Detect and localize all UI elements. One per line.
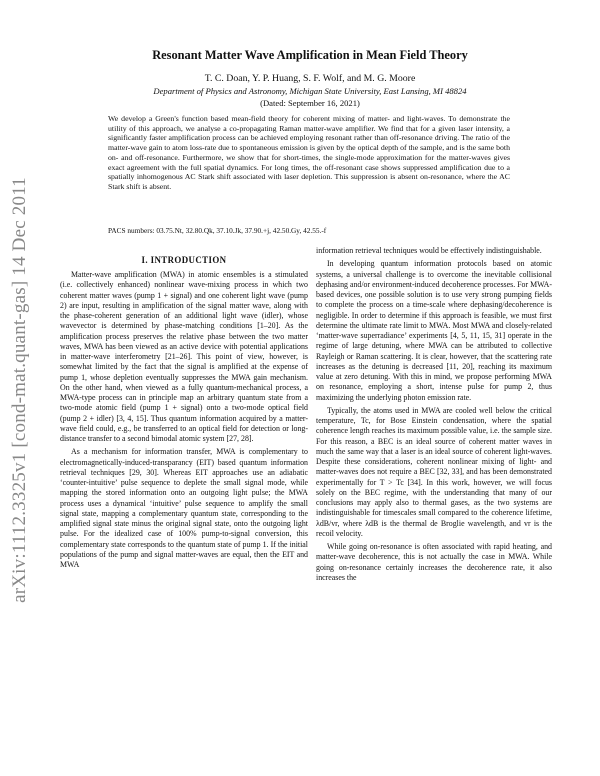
paragraph: In developing quantum information protocols based on atomic systems, a universal challenge is to overcome the inevitable collisional dephasing and/or environment-induced decoherence processes. For MWA-based devices, one possible solution is to use very strong pumping fields to complete the process on a time-scale where dephasing/decoherence is negligible. In order to determine if this approach is feasible, we must first determine the ultimate rate limit to MWA. Most MWA and closely-related ‘matter-wave superradiance’ experiments [4, 5, 11, 15, 31] operate in the regime of large detuning, where MWA can be attributed to collective Rayleigh or Raman scattering. It is clear, however, that the scattering rate increases as the detuning is decreased [11, 20], reaching its maximum value at zero detuning. With this in mind, we propose performing MWA on resonance, employing a short, intense pulse for pump 2, thus maximizing the underlying photon emission rate.: [316, 259, 552, 402]
paper-authors: T. C. Doan, Y. P. Huang, S. F. Wolf, and M. G. Moore: [204, 73, 416, 84]
paragraph: Matter-wave amplification (MWA) in atomic ensembles is a stimulated (i.e. collectively enhanced) nonlinear wave-mixing process in which two coherent matter waves (pump 1 + signal) and one coherent light wave (pump 2) are input, resulting in amplification of the signal matter wave, along with the phase-coherent generation of an additional light wave (idler), whose wavevector is determined by phase-matching conditions [1–20]. As the amplification process preserves the relative phase between the two matter waves, MWA has been viewed as an active device with potential applications in matter-wave interferometry [21–26]. This point of view, however, is somewhat limited by the fact that the signal is amplified at the expense of pump 1, whose depletion eventually suppresses the MWA gain mechanism. On the other hand, when viewed as a fully quantum-mechanical process, a MWA-type process can in principle map an arbitrary quantum state from a two-mode atomic field (pump 1 + signal) onto a two-mode optical field (pump 2 + idler) [3, 4, 15]. Thus quantum information acquired by a matter-wave field could, e.g., be transferred to an optical field for detection or long-distance transfer to a second bimodal atomic system [27, 28].: [60, 270, 308, 443]
paragraph: While going on-resonance is often associated with rapid heating, and matter-wave decoherence, this is not actually the case in MWA. While going on-resonance certainly increases the decoherence rate, it also increases the: [316, 542, 552, 582]
paragraph: As a mechanism for information transfer, MWA is complementary to electromagnetically-induced-transparancy (EIT) based quantum information retrieval techniques [29, 30]. Whereas EIT approaches use an adiabatic ‘counter-intuitive’ pulse sequence to deplete the small signal mode, while mapping the stored information onto an outgoing light pulse; the MWA process uses a dynamical ‘intuitive’ pulse sequence to amplify the small signal state, mapping a complementary quantum state, corresponding to the amplified signal state minus the original signal state, onto the outgoing light pulse. For the idealized case of 100% pump-to-signal conversion, this complementary state corresponds to the quantum state of pump 1. If the initial populations of the pump and signal matter-waves are equal, then the EIT and MWA: [60, 447, 308, 569]
body-column-right: [316, 246, 552, 586]
pacs-numbers: PACS numbers: 03.75.Nt, 32.80.Qk, 37.10.Jk, 37.90.+j, 42.50.Gy, 42.55.-f: [108, 226, 327, 235]
arxiv-identifier: arXiv:1112.3325v1 [cond-mat.quant-gas] 14 Dec 2011: [9, 177, 30, 603]
paragraph: information retrieval techniques would be effectively indistinguishable.: [316, 246, 542, 255]
section-heading-introduction: I. INTRODUCTION: [141, 255, 227, 265]
paragraph: Typically, the atoms used in MWA are cooled well below the critical temperature, Tc, for Bose Einstein condensation, where the spatial coherence length reaches its maximum possible value, i.e. the sample size. For this reason, a BEC is an ideal source of coherent matter waves in much the same way that a laser is an ideal source of coherent light-waves. Despite these considerations, coherent nonlinear mixing of light- and matter-waves does not require a BEC [32, 33], and has been demonstrated experimentally for T > Tc [34]. In this work, however, we will focus solely on the BEC regime, with the understanding that many of our conclusions may apply also to thermal gases, as the two systems are indistinguishable for timescales small compared to the coherence lifetime, λdB/vr, where λdB is the thermal de Broglie wavelength, and vr is the recoil velocity.: [316, 405, 552, 538]
arxiv-sidebar-stamp: [8, 170, 32, 610]
body-column-left: [60, 270, 308, 573]
paper-affiliation: Department of Physics and Astronomy, Michigan State University, East Lansing, MI 48824: [153, 86, 467, 96]
paper-title: Resonant Matter Wave Amplification in Mean Field Theory: [152, 48, 468, 62]
abstract: We develop a Green's function based mean-field theory for coherent mixing of matter- and light-waves. To demonstrate the utility of this approach, we analyse a co-propagating Raman matter-wave amplifier. We find that for a given laser intensity, a significantly faster amplification process can be achieved employing resonant rather than off-resonance driving. The ratio of the matter-wave gain to atom loss-rate due to spontaneous emission is given by the optical depth of the sample, and is the same both on- and off-resonance. Furthermore, we show that for short-times, the single-mode approximation for the matter-waves gives exact agreement with the full spatial dynamics. For long times, the off-resonant case shows suppressed amplification due to a spatially inhomogenous AC Stark shift associated with laser depletion. This suppression is absent on-resonance, where the AC Stark shift is absent.: [108, 114, 510, 191]
paper-date: (Dated: September 16, 2021): [260, 98, 360, 108]
